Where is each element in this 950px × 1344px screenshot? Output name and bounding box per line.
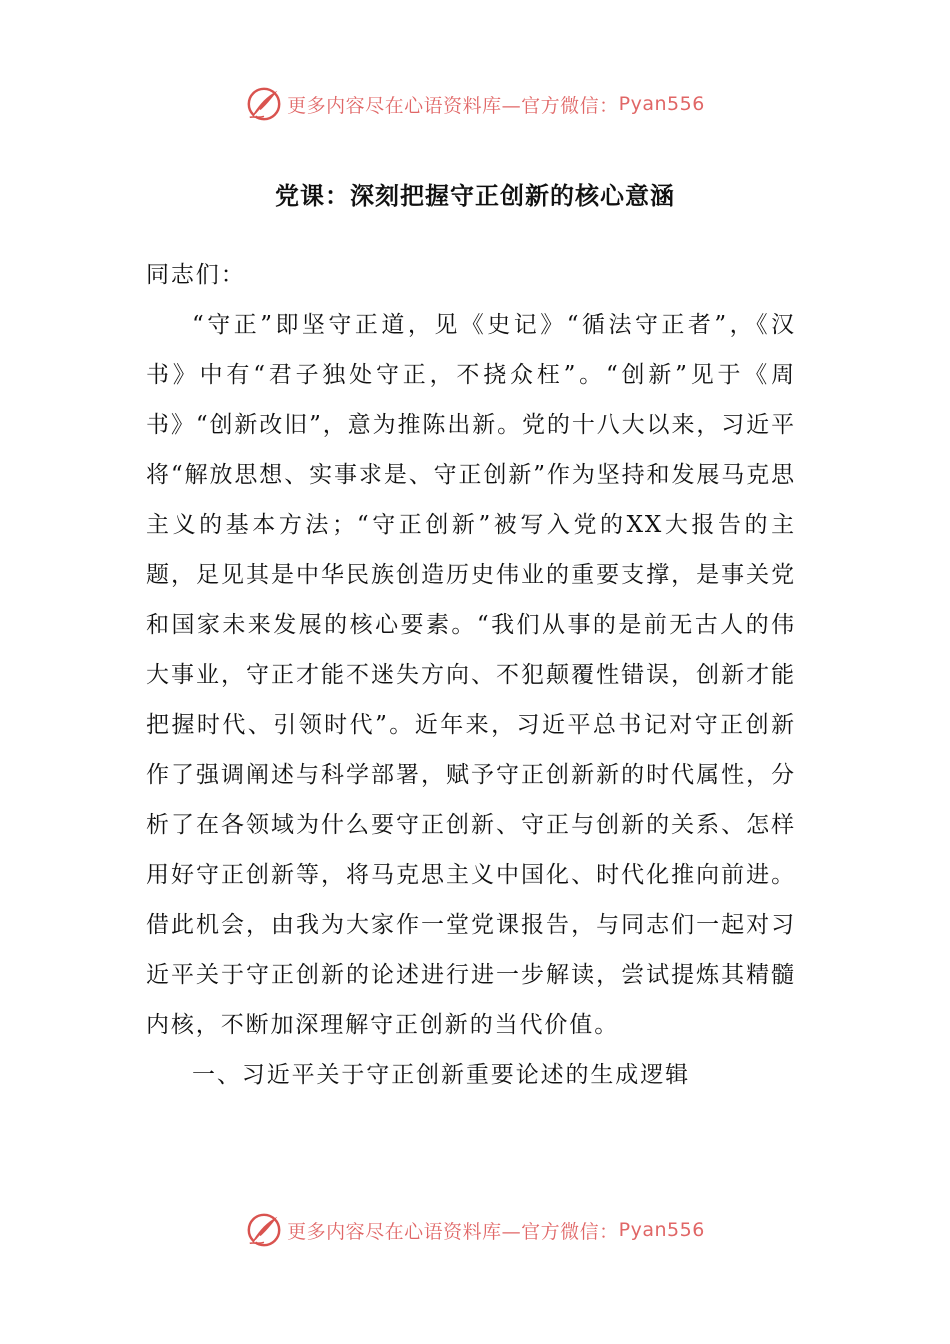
body-paragraph: “守正”即坚守正道，见《史记》“循法守正者”，《汉书》中有“君子独处守正，不挠众枉”。“创新”见于《周书》“创新改旧”，意为推陈出新。党的十八大以来，习近平将“解放思想、实事求是、守正创新”作为坚持和发展马克思主义的基本方法；“守正创新”被写入党的XX大报告的主题，足见其是中华民族创造历史伟业的重要支撑，是事关党和国家未来发展的核心要素。“我们从事的是前无古人的伟大事业，守正才能不迷失方向、不犯颠覆性错误，创新才能把握时代、引领时代”。近年来，习近平总书记对守正创新作了强调阐述与科学部署，赋予守正创新新的时代属性，分析了在各领域为什么要守正创新、守正与创新的关系、怎样用好守正创新等，将马克思主义中国化、时代化推向前进。借此机会，由我为大家作一堂党课报告，与同志们一起对习近平关于守正创新的论述进行进一步解读，尝试提炼其精髓内核，不断加深理解守正创新的当代价值。 bbox=[146, 312, 796, 1038]
watermark-text: 更多内容尽在心语资料库—官方微信： bbox=[287, 1220, 619, 1243]
footer-watermark bbox=[0, 1210, 950, 1250]
watermark-text: 更多内容尽在心语资料库—官方微信： bbox=[287, 94, 619, 117]
document-title: 党课：深刻把握守正创新的核心意涵 bbox=[275, 181, 675, 210]
watermark-wechat-id: Pyan556 bbox=[618, 1219, 705, 1241]
section-heading: 一、习近平关于守正创新重要论述的生成逻辑 bbox=[192, 1062, 690, 1088]
quill-pen-logo-icon bbox=[245, 1211, 283, 1249]
document-body bbox=[146, 250, 796, 1100]
header-watermark bbox=[0, 84, 950, 124]
watermark-wechat-id: Pyan556 bbox=[618, 93, 705, 115]
salutation: 同志们： bbox=[146, 262, 246, 288]
quill-pen-logo-icon bbox=[245, 85, 283, 123]
